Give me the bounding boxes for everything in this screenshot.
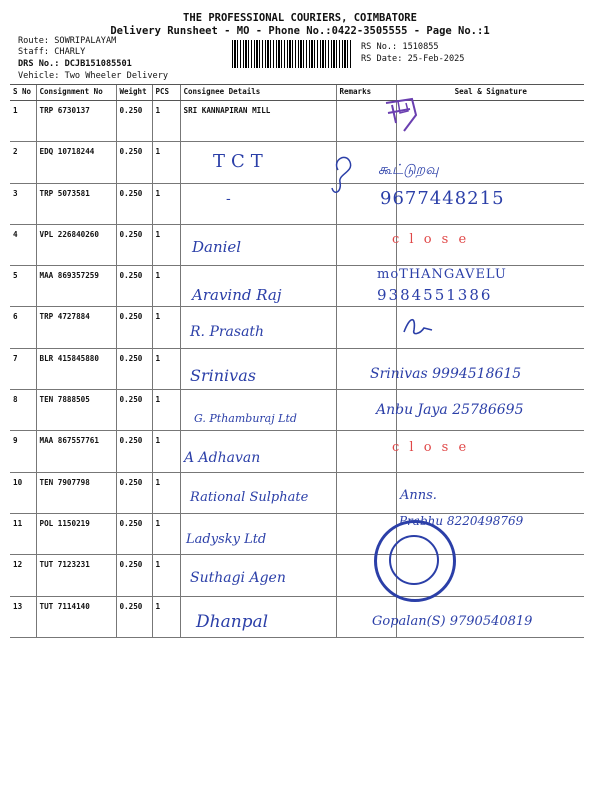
cell-pcs: 1 — [152, 472, 180, 513]
cell-sno: 12 — [10, 555, 36, 596]
hw-sig10: Anns. — [400, 488, 437, 503]
signature-scribble — [400, 314, 436, 342]
cell-pcs: 1 — [152, 101, 180, 142]
cell-sno: 5 — [10, 266, 36, 307]
hw-dhanpal: Dhanpal — [196, 612, 269, 632]
table-row — [10, 101, 584, 142]
cell-pcs: 1 — [152, 348, 180, 389]
cell-remarks — [336, 472, 396, 513]
runsheet-table — [10, 84, 584, 638]
cell-consignee — [180, 183, 336, 224]
col-remarks: Remarks — [336, 85, 396, 101]
hw-sig8: Anbu Jaya 25786695 — [376, 402, 524, 418]
table-header-row — [10, 85, 584, 101]
cell-signature — [396, 101, 584, 142]
cell-pcs: 1 — [152, 142, 180, 183]
hw-closed-2: c l o s e — [392, 440, 470, 455]
company-round-stamp — [374, 520, 456, 602]
cell-pcs: 1 — [152, 596, 180, 637]
seal-stamp — [382, 95, 422, 135]
cell-remarks — [336, 431, 396, 472]
cell-sno: 8 — [10, 390, 36, 431]
cell-pcs: 1 — [152, 266, 180, 307]
cell-weight: 0.250 — [116, 348, 152, 389]
col-consignee: Consignee Details — [180, 85, 336, 101]
cell-pcs: 1 — [152, 555, 180, 596]
cell-consignment: TUT 7114140 — [36, 596, 116, 637]
hw-rational: Rational Sulphate — [190, 490, 309, 505]
report-title: THE PROFESSIONAL COURIERS, COIMBATORE — [183, 12, 417, 24]
col-pcs: PCS — [152, 85, 180, 101]
cell-weight: 0.250 — [116, 431, 152, 472]
hw-mothangavelu: moTHANGAVELU — [377, 267, 507, 282]
cell-consignment: TRP 5073581 — [36, 183, 116, 224]
rs-date: RS Date: 25-Feb-2025 — [361, 54, 465, 64]
hw-aravind: Aravind Raj — [192, 286, 282, 304]
rs-number: RS No.: 1510855 — [361, 42, 439, 52]
table-row — [10, 224, 584, 265]
hw-sig3: கூட்டுறவு — [378, 162, 439, 178]
hw-sig13: Gopalan(S) 9790540819 — [372, 614, 533, 629]
hw-rprasath: R. Prasath — [190, 324, 265, 340]
cell-weight: 0.250 — [116, 307, 152, 348]
vehicle-label: Vehicle: Two Wheeler Delivery — [18, 71, 169, 81]
table-row — [10, 142, 584, 183]
hw-daniel: Daniel — [192, 238, 242, 256]
cell-sno: 10 — [10, 472, 36, 513]
cell-sno: 2 — [10, 142, 36, 183]
cell-weight: 0.250 — [116, 142, 152, 183]
hw-dash: - — [226, 191, 231, 207]
cell-consignment: BLR 415845880 — [36, 348, 116, 389]
cell-pcs: 1 — [152, 224, 180, 265]
cell-pcs: 1 — [152, 390, 180, 431]
cell-pcs: 1 — [152, 307, 180, 348]
col-sno: S No — [10, 85, 36, 101]
cell-sno: 3 — [10, 183, 36, 224]
hw-suthagi: Suthagi Agen — [190, 570, 286, 586]
cell-sno: 9 — [10, 431, 36, 472]
cell-pcs: 1 — [152, 513, 180, 554]
drs-number: DRS No.: DCJB151085501 — [18, 59, 132, 69]
barcode — [232, 40, 352, 68]
table-row — [10, 431, 584, 472]
cell-consignment: TEN 7907798 — [36, 472, 116, 513]
hw-sig7: Srinivas 9994518615 — [370, 366, 522, 382]
cell-weight: 0.250 — [116, 513, 152, 554]
hw-sig11: Prabhu 8220498769 — [399, 514, 524, 528]
col-weight: Weight — [116, 85, 152, 101]
cell-pcs: 1 — [152, 431, 180, 472]
table-row — [10, 555, 584, 596]
cell-weight: 0.250 — [116, 472, 152, 513]
route-label: Route: SOWRIPALAYAM — [18, 36, 117, 46]
cell-consignment: TRP 4727884 — [36, 307, 116, 348]
cell-pcs: 1 — [152, 183, 180, 224]
cell-consignee: SRI KANNAPIRAN MILL — [180, 101, 336, 142]
cell-sno: 6 — [10, 307, 36, 348]
cell-sno: 13 — [10, 596, 36, 637]
cell-consignment: MAA 869357259 — [36, 266, 116, 307]
cell-consignment: POL 1150219 — [36, 513, 116, 554]
cell-consignment: EDQ 10718244 — [36, 142, 116, 183]
hw-pthamburaj: G. Pthamburaj Ltd — [194, 412, 297, 425]
cell-weight: 0.250 — [116, 555, 152, 596]
hw-srinivas: Srinivas — [190, 366, 256, 385]
cell-sno: 11 — [10, 513, 36, 554]
cell-remarks — [336, 224, 396, 265]
cell-weight: 0.250 — [116, 183, 152, 224]
cell-weight: 0.250 — [116, 224, 152, 265]
cell-sno: 1 — [10, 101, 36, 142]
col-consignment: Consignment No — [36, 85, 116, 101]
hw-adhavan: A Adhavan — [184, 450, 261, 466]
cell-consignment: TUT 7123231 — [36, 555, 116, 596]
hw-closed-1: c l o s e — [392, 232, 470, 247]
report-subtitle: Delivery Runsheet - MO - Phone No.:0422-3505555 - Page No.:1 — [110, 25, 490, 37]
table-row — [10, 307, 584, 348]
cell-sno: 7 — [10, 348, 36, 389]
staff-label: Staff: CHARLY — [18, 47, 86, 57]
hw-ladysky: Ladysky Ltd — [186, 532, 267, 547]
signature-initials — [328, 150, 358, 204]
hw-phone5: 9384551386 — [377, 286, 493, 304]
cell-weight: 0.250 — [116, 101, 152, 142]
cell-remarks — [336, 307, 396, 348]
cell-consignment: VPL 226840260 — [36, 224, 116, 265]
cell-weight: 0.250 — [116, 596, 152, 637]
cell-weight: 0.250 — [116, 390, 152, 431]
cell-weight: 0.250 — [116, 266, 152, 307]
col-signature: Seal & Signature — [396, 85, 584, 101]
cell-consignment: TRP 6730137 — [36, 101, 116, 142]
cell-sno: 4 — [10, 224, 36, 265]
cell-consignment: TEN 7888505 — [36, 390, 116, 431]
hw-phone3: 9677448215 — [380, 188, 505, 209]
hw-tct: TCT — [213, 151, 269, 172]
cell-consignment: MAA 867557761 — [36, 431, 116, 472]
